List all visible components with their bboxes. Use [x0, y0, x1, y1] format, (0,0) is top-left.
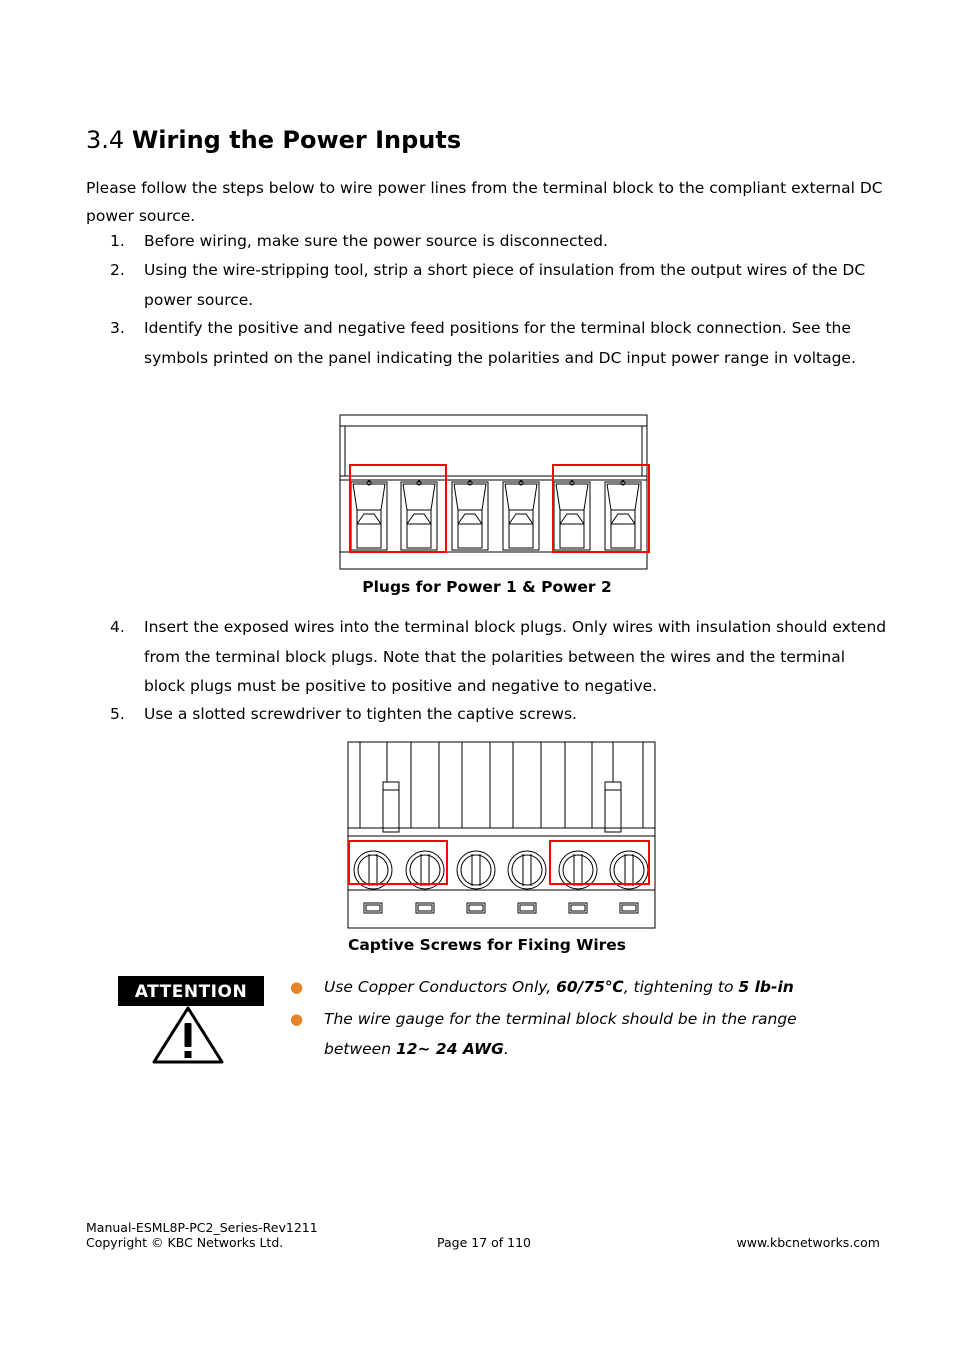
- terminal-block-plugs-figure: [338, 414, 652, 572]
- footer-page-number: Page 17 of 110: [437, 1235, 531, 1250]
- step-text: Using the wire-stripping tool, strip a short piece of insulation from the output wires of the DC power source.: [144, 261, 866, 309]
- footer-manual: Manual-ESML8P-PC2_Series-Rev1211: [86, 1220, 318, 1235]
- step-number: 5.: [110, 705, 125, 723]
- bullet-icon: ●: [290, 1010, 304, 1028]
- temperature-rating: 60/75℃: [556, 978, 624, 996]
- plugs-caption: Plugs for Power 1 & Power 2: [362, 578, 612, 596]
- step-number: 3.: [110, 319, 125, 337]
- bullet-text: .: [503, 1040, 509, 1058]
- captive-screws-figure: [345, 740, 659, 930]
- torque-rating: 5 lb-in: [738, 978, 794, 996]
- section-number: 3.4: [86, 126, 125, 154]
- step-number: 4.: [110, 618, 125, 636]
- wire-gauge: 12~ 24 AWG: [395, 1040, 504, 1058]
- screws-power-1-highlight: [349, 841, 447, 884]
- section-heading: [86, 126, 461, 154]
- bullet-text: , tightening to: [623, 978, 739, 996]
- step-number: 2.: [110, 261, 125, 279]
- step-number: 1.: [110, 232, 125, 250]
- step-text: Identify the positive and negative feed positions for the terminal block connection. See the symbols printed on the panel indicating the polarities and DC input power range in voltage.: [144, 319, 856, 367]
- bullet-text: Use Copper Conductors Only,: [324, 978, 557, 996]
- step-text: Insert the exposed wires into the terminal block plugs. Only wires with insulation should extend from the terminal block plugs. Note that the polarities between the wires and the terminal block plugs must be positive to positive and negative to negative.: [144, 618, 887, 695]
- intro-paragraph: Please follow the steps below to wire power lines from the terminal block to the compliant external DC power source.: [86, 179, 883, 225]
- attention-badge: ATTENTION: [118, 976, 264, 1006]
- bullet-icon: ●: [290, 978, 304, 996]
- bullet-text: The wire gauge for the terminal block should be in the range between: [324, 1010, 797, 1058]
- footer-website: www.kbcnetworks.com: [736, 1235, 880, 1250]
- screws-caption: Captive Screws for Fixing Wires: [347, 936, 627, 954]
- step-text: Use a slotted screwdriver to tighten the captive screws.: [144, 705, 577, 723]
- footer-copyright: Copyright © KBC Networks Ltd.: [86, 1235, 284, 1250]
- warning-triangle-icon: [152, 1006, 224, 1064]
- section-title: Wiring the Power Inputs: [131, 126, 462, 154]
- step-text: Before wiring, make sure the power source is disconnected.: [144, 232, 608, 250]
